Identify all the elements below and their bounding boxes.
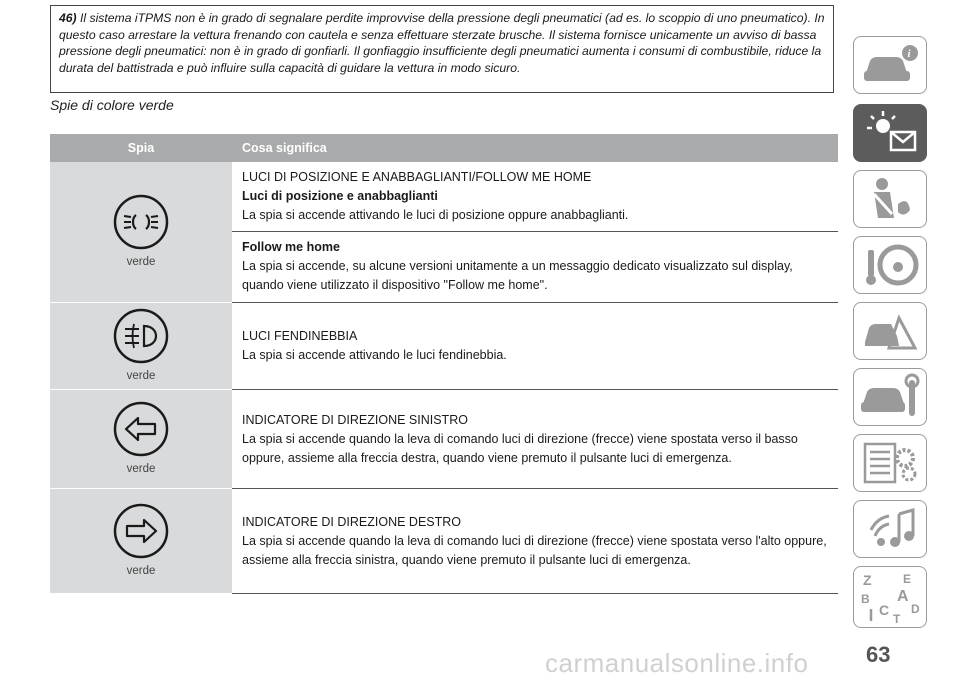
sidebar-tab-maintenance[interactable] [853, 368, 927, 426]
index-letter: Z [863, 572, 872, 588]
watermark: carmanualsonline.info [545, 648, 809, 678]
sidebar-tab-multimedia[interactable] [853, 500, 927, 558]
index-letter: E [903, 572, 912, 586]
fog-lights-icon [112, 307, 170, 365]
note-text: Il sistema iTPMS non è in grado di segnalare perdite improvvise della pressione degli pneumatici (ad es. lo scoppio di uno pneumatico). In questo caso arrestare la vettura frenando con cautela e senza effettuare sterzate brusche. Il sistema fornisce unicamente un avviso di bassa pressione degli pneumatici: non è in grado di gonfiarli. Il gonfiaggio insufficiente degli pneumatici aumenta i consumi di combustibile, riduce la durata del battistrada e può influire sulla capacità di guidare la vettura in modo sicuro. [59, 11, 825, 75]
row-text: La spia si accende attivando le luci di posizione oppure anabbaglianti. [242, 208, 629, 222]
row-title: LUCI DI POSIZIONE E ANABBAGLIANTI/FOLLOW ME HOME [242, 170, 592, 184]
warning-light-icon [859, 108, 921, 158]
position-lights-icon [112, 193, 170, 251]
color-label: verde [126, 255, 156, 268]
page-number: 63 [866, 642, 891, 667]
table-row [50, 303, 838, 390]
icon-cell [50, 489, 232, 594]
color-label: verde [126, 462, 156, 475]
car-maintenance-icon [859, 372, 921, 422]
svg-text:i: i [907, 48, 911, 60]
icon-cell [50, 390, 232, 489]
car-info-icon [860, 43, 920, 87]
column-header-spia: Spia [50, 134, 232, 162]
description-cell [232, 390, 838, 489]
right-arrow-icon [112, 502, 170, 560]
index-letter: B [861, 592, 870, 606]
description-cell [232, 162, 838, 232]
sidebar-tab-safety[interactable] [853, 170, 927, 228]
row-title: INDICATORE DI DIREZIONE SINISTRO [242, 412, 468, 427]
row-subtitle: Luci di posizione e anabbaglianti [242, 189, 438, 203]
index-letter: C [879, 602, 890, 618]
warning-lights-table [50, 134, 838, 594]
left-arrow-icon [112, 400, 170, 458]
index-letter: A [897, 588, 909, 605]
description-cell [232, 232, 838, 303]
seatbelt-airbag-icon [860, 174, 920, 224]
warning-note [50, 5, 834, 93]
technical-data-icon [859, 438, 921, 488]
icon-cell [50, 303, 232, 390]
color-label: verde [126, 369, 156, 382]
column-header-meaning: Cosa significa [232, 134, 838, 162]
sidebar-tab-technical-data[interactable] [853, 434, 927, 492]
description-cell [232, 489, 838, 594]
row-text: La spia si accende quando la leva di comando luci di direzione (frecce) viene spostata verso l'alto oppure, assieme alla freccia sinistra, quando viene premuto il pulsante luci di emergenza. [242, 533, 827, 567]
sidebar-tab-warning-lights[interactable] [853, 104, 927, 162]
color-label: verde [126, 564, 156, 577]
index-icon [857, 569, 923, 625]
sidebar-tab-car-info[interactable] [853, 36, 927, 94]
index-letter: D [911, 602, 920, 616]
row-text: La spia si accende attivando le luci fendinebbia. [242, 348, 507, 362]
note-label: 46) [59, 11, 77, 25]
section-title: Spie di colore verde [50, 97, 174, 113]
table-row [50, 489, 838, 594]
row-text: La spia si accende quando la leva di comando luci di direzione (frecce) viene spostata verso il basso oppure, assieme alla freccia destra, quando viene premuto il pulsante luci di emergenza. [242, 431, 798, 465]
icon-cell [50, 162, 232, 303]
sidebar-tab-index[interactable] [853, 566, 927, 628]
table-header [50, 134, 838, 162]
sidebar-tab-steering[interactable] [853, 236, 927, 294]
table-row [50, 390, 838, 489]
steering-wheel-icon [860, 240, 920, 290]
description-cell [232, 303, 838, 390]
sidebar-tab-emergency[interactable] [853, 302, 927, 360]
table-row [50, 162, 838, 232]
row-title: LUCI FENDINEBBIA [242, 329, 358, 343]
row-subtitle: Follow me home [242, 240, 340, 254]
index-letter: T [893, 612, 901, 625]
emergency-icon [859, 306, 921, 356]
row-text: La spia si accende, su alcune versioni unitamente a un messaggio dedicato visualizzato sul display, quando viene utilizzato il dispositivo "Follow me home". [242, 259, 793, 292]
row-title: INDICATORE DI DIREZIONE DESTRO [242, 514, 462, 529]
multimedia-icon [859, 504, 921, 554]
